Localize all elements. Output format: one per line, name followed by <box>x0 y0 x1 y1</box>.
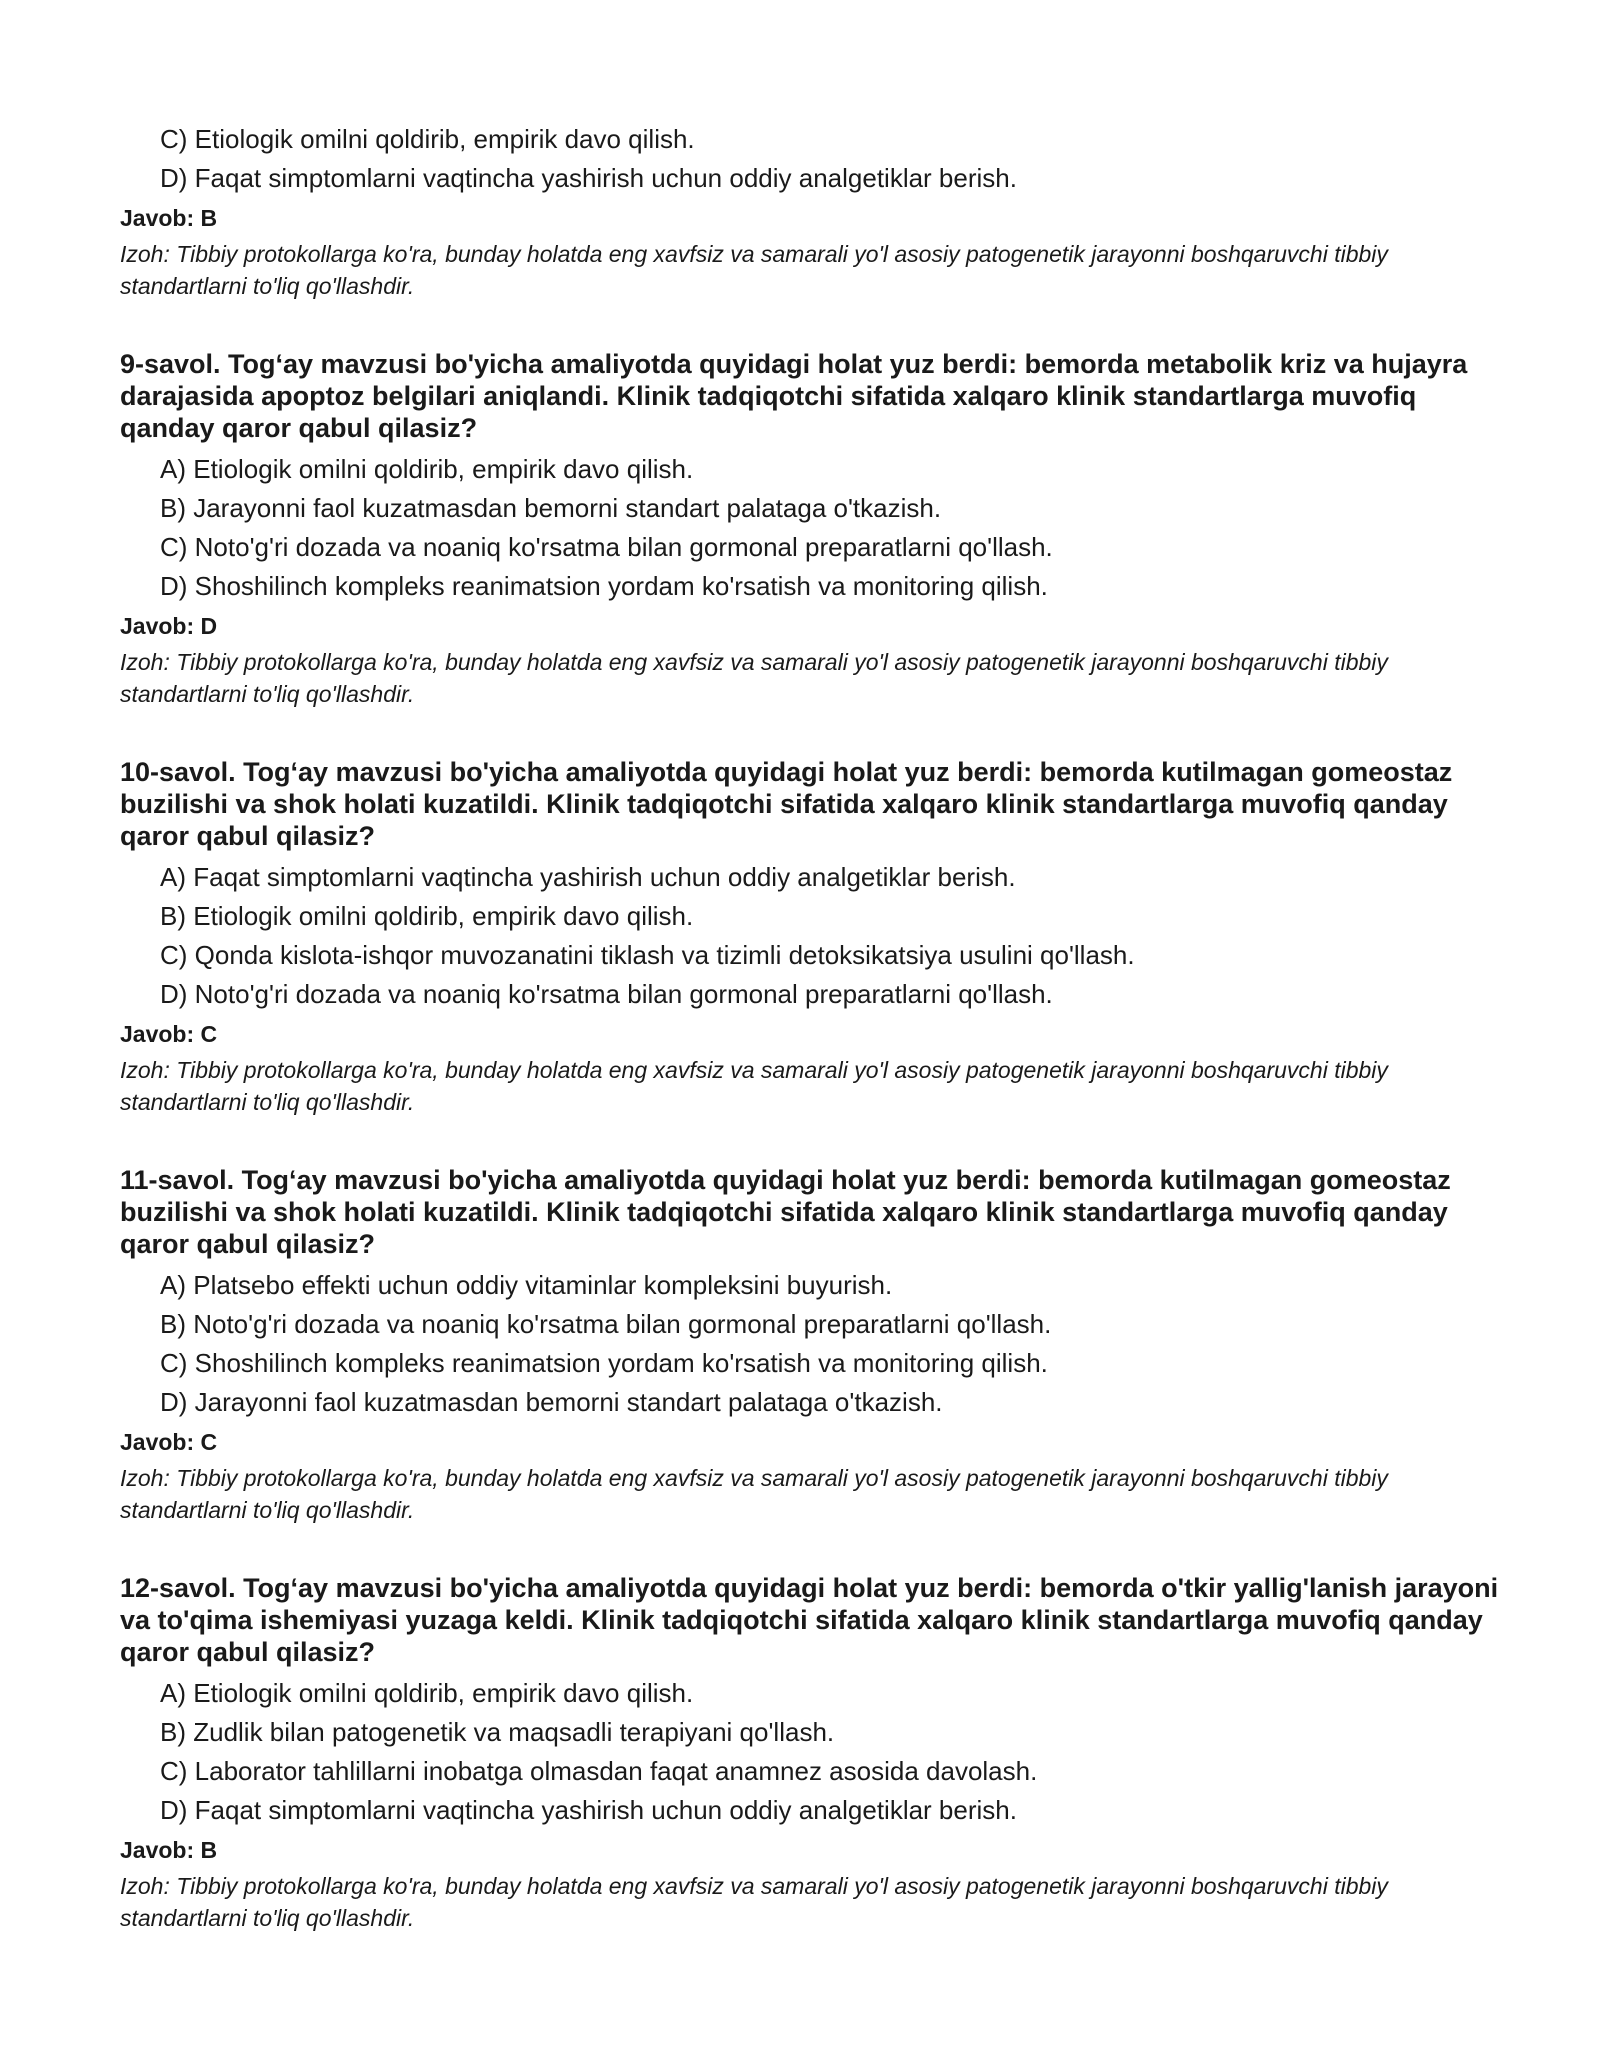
question-text: 9-savol. Tog‘ay mavzusi bo'yicha amaliyotda quyidagi holat yuz berdi: bemorda metabolik kriz va hujayra darajasida apoptoz belgilari aniqlandi. Klinik tadqiqotchi sifatida xalqaro klinik standartlarga muvofiq qanday qaror qabul qilasiz? <box>120 349 1468 443</box>
answer-line: Javob: B <box>120 205 218 231</box>
explanation-note: Izoh: Tibbiy protokollarga ko'ra, bunday holatda eng xavfsiz va samarali yo'l asosiy patogenetik jarayonni boshqaruvchi tibbiy standartlarni to'liq qo'llashdir. <box>120 1465 1388 1523</box>
option-b: B) Jarayonni faol kuzatmasdan bemorni standart palataga o'tkazish. <box>160 493 942 523</box>
option-a: A) Platsebo effekti uchun oddiy vitaminlar kompleksini buyurish. <box>160 1270 893 1300</box>
answer-line: Javob: C <box>120 1429 218 1455</box>
question-11 <box>120 1164 1500 1526</box>
option-d: D) Shoshilinch kompleks reanimatsion yordam ko'rsatish va monitoring qilish. <box>160 571 1048 601</box>
question-text: 12-savol. Tog‘ay mavzusi bo'yicha amaliyotda quyidagi holat yuz berdi: bemorda o'tkir yallig'lanish jarayoni va to'qima ishemiyasi yuzaga keldi. Klinik tadqiqotchi sifatida xalqaro klinik standartlarga muvofiq qanday qaror qabul qilasiz? <box>120 1573 1499 1667</box>
option-d: D) Jarayonni faol kuzatmasdan bemorni standart palataga o'tkazish. <box>160 1387 943 1417</box>
explanation-note: Izoh: Tibbiy protokollarga ko'ra, bunday holatda eng xavfsiz va samarali yo'l asosiy patogenetik jarayonni boshqaruvchi tibbiy standartlarni to'liq qo'llashdir. <box>120 241 1388 299</box>
answer-line: Javob: D <box>120 613 218 639</box>
option-c: C) Shoshilinch kompleks reanimatsion yordam ko'rsatish va monitoring qilish. <box>160 1348 1048 1378</box>
option-a: A) Etiologik omilni qoldirib, empirik davo qilish. <box>160 1678 694 1708</box>
explanation-note: Izoh: Tibbiy protokollarga ko'ra, bunday holatda eng xavfsiz va samarali yo'l asosiy patogenetik jarayonni boshqaruvchi tibbiy standartlarni to'liq qo'llashdir. <box>120 649 1388 707</box>
question-10 <box>120 756 1500 1118</box>
option-d: D) Noto'g'ri dozada va noaniq ko'rsatma bilan gormonal preparatlarni qo'llash. <box>160 979 1053 1009</box>
option-a: A) Etiologik omilni qoldirib, empirik davo qilish. <box>160 454 694 484</box>
option-d: D) Faqat simptomlarni vaqtincha yashirish uchun oddiy analgetiklar berish. <box>160 1795 1017 1825</box>
option-c: C) Qonda kislota-ishqor muvozanatini tiklash va tizimli detoksikatsiya usulini qo'llash. <box>160 940 1135 970</box>
answer-line: Javob: B <box>120 1837 218 1863</box>
question-text: 11-savol. Tog‘ay mavzusi bo'yicha amaliyotda quyidagi holat yuz berdi: bemorda kutilmagan gomeostaz buzilishi va shok holati kuzatildi. Klinik tadqiqotchi sifatida xalqaro klinik standartlarga muvofiq qanday qaror qabul qilasiz? <box>120 1165 1451 1259</box>
option-a: A) Faqat simptomlarni vaqtincha yashirish uchun oddiy analgetiklar berish. <box>160 862 1016 892</box>
option-b: B) Zudlik bilan patogenetik va maqsadli terapiyani qo'llash. <box>160 1717 835 1747</box>
question-12 <box>120 1572 1500 1934</box>
option-c: C) Noto'g'ri dozada va noaniq ko'rsatma bilan gormonal preparatlarni qo'llash. <box>160 532 1053 562</box>
option-c: C) Etiologik omilni qoldirib, empirik davo qilish. <box>160 124 695 154</box>
explanation-note: Izoh: Tibbiy protokollarga ko'ra, bunday holatda eng xavfsiz va samarali yo'l asosiy patogenetik jarayonni boshqaruvchi tibbiy standartlarni to'liq qo'llashdir. <box>120 1873 1388 1931</box>
option-b: B) Etiologik omilni qoldirib, empirik davo qilish. <box>160 901 694 931</box>
question-text: 10-savol. Tog‘ay mavzusi bo'yicha amaliyotda quyidagi holat yuz berdi: bemorda kutilmagan gomeostaz buzilishi va shok holati kuzatildi. Klinik tadqiqotchi sifatida xalqaro klinik standartlarga muvofiq qanday qaror qabul qilasiz? <box>120 757 1453 851</box>
option-c: C) Laborator tahlillarni inobatga olmasdan faqat anamnez asosida davolash. <box>160 1756 1038 1786</box>
document-page <box>120 120 1500 1934</box>
option-d: D) Faqat simptomlarni vaqtincha yashirish uchun oddiy analgetiklar berish. <box>160 163 1017 193</box>
explanation-note: Izoh: Tibbiy protokollarga ko'ra, bunday holatda eng xavfsiz va samarali yo'l asosiy patogenetik jarayonni boshqaruvchi tibbiy standartlarni to'liq qo'llashdir. <box>120 1057 1388 1115</box>
question-9 <box>120 348 1500 710</box>
carryover-question-end <box>120 120 1500 302</box>
answer-line: Javob: C <box>120 1021 218 1047</box>
option-b: B) Noto'g'ri dozada va noaniq ko'rsatma bilan gormonal preparatlarni qo'llash. <box>160 1309 1052 1339</box>
